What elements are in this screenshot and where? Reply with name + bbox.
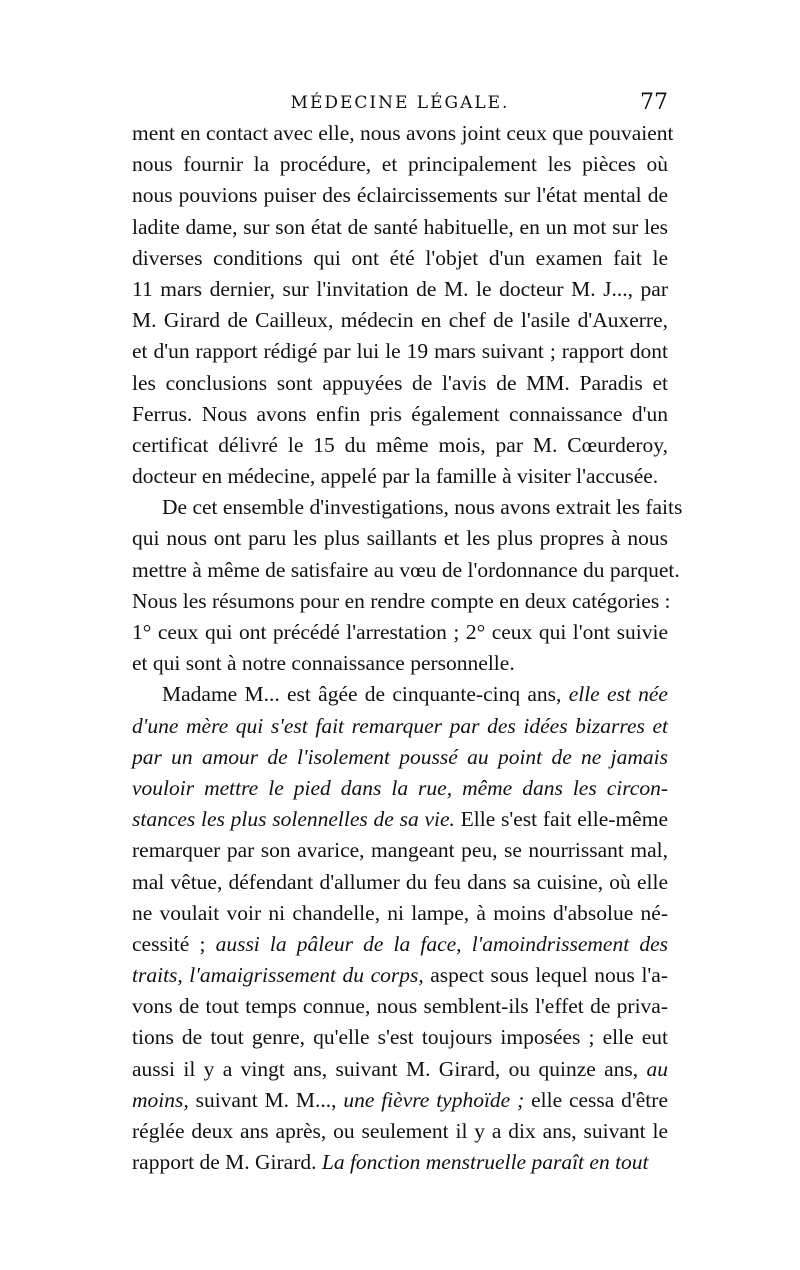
text-segment: Madame M... est âgée de cinquante-cinq ans,: [162, 682, 569, 707]
text-line: nous fournir la procédure, et principalement les pièces où: [132, 152, 668, 177]
text-line: [132, 711, 668, 742]
text-line: [132, 991, 668, 1022]
text-line: 11 mars dernier, sur l'invitation de M. le docteur M. J..., par: [132, 276, 668, 301]
text-line: [132, 742, 668, 773]
italic-text: aussi la pâleur de la face, l'amoindrissement des: [215, 931, 668, 956]
italic-text: vouloir mettre le pied dans la rue, même dans les circon-: [132, 775, 668, 800]
text-line: [132, 1116, 668, 1147]
italic-text: par un amour de l'isolement poussé au point de ne jamais: [132, 744, 668, 769]
text-line: docteur en médecine, appelé par la famille à visiter l'accusée.: [132, 464, 659, 489]
text-line: les conclusions sont appuyées de l'avis de MM. Paradis et: [132, 370, 668, 395]
italic-text: d'une mère qui s'est fait remarquer par des idées bizarres et: [132, 713, 668, 738]
text-line: [132, 1147, 668, 1178]
text-segment: Elle s'est fait elle-même: [454, 807, 668, 832]
text-line: Nous les résumons pour en rendre compte en deux catégories :: [132, 588, 671, 613]
page-number: 77: [640, 90, 668, 115]
text-line: [132, 929, 668, 960]
text-segment: vons de tout temps connue, nous semblent-ils l'effet de priva-: [132, 994, 668, 1019]
body-text: [132, 118, 683, 1178]
text-line: ment en contact avec elle, nous avons joint ceux que pouvaient: [132, 121, 674, 145]
text-line: diverses conditions qui ont été l'objet d'un examen fait le: [132, 245, 668, 270]
italic-text: La fonction menstruelle paraît en tout: [321, 1150, 649, 1175]
text-segment: rapport de M. Girard.: [132, 1150, 322, 1175]
text-segment: elle cessa d'être: [524, 1087, 668, 1112]
paragraph: [132, 492, 683, 679]
text-line: ladite dame, sur son état de santé habituelle, en un mot sur les: [132, 214, 668, 239]
text-segment: cessité ;: [132, 931, 216, 956]
text-line: [132, 1022, 668, 1053]
running-title: MÉDECINE LÉGALE.: [290, 93, 510, 113]
text-line: [132, 773, 668, 804]
text-line: [132, 1085, 668, 1116]
text-line: nous pouvions puiser des éclaircissements sur l'état mental de: [132, 183, 668, 208]
text-line: qui nous ont paru les plus saillants et les plus propres à nous: [132, 526, 668, 551]
italic-text: au: [646, 1056, 668, 1081]
text-segment: ne voulait voir ni chandelle, ni lampe, à moins d'absolue né-: [132, 900, 668, 925]
text-line: 1° ceux qui ont précédé l'arrestation ; 2° ceux qui l'ont suivie: [132, 620, 668, 644]
italic-text: moins,: [132, 1087, 189, 1112]
paragraph: [132, 118, 674, 492]
text-line: [132, 804, 668, 835]
text-line: [132, 867, 668, 898]
text-line: [132, 1054, 668, 1085]
text-segment: mal vêtue, défendant d'allumer du feu dans sa cuisine, où elle: [132, 869, 668, 894]
text-line: et qui sont à notre connaissance personnelle.: [132, 651, 515, 676]
text-segment: aspect sous lequel nous l'a-: [423, 963, 668, 988]
text-line: [132, 960, 668, 991]
paragraph: [132, 679, 668, 1178]
italic-text: elle est née: [568, 682, 668, 707]
text-segment: réglée deux ans après, ou seulement il y a dix ans, suivant le: [132, 1119, 668, 1143]
text-segment: aussi il y a vingt ans, suivant M. Girard, ou quinze ans,: [132, 1056, 647, 1081]
text-line: [132, 835, 668, 866]
text-segment: suivant M. M...,: [188, 1087, 344, 1112]
text-segment: tions de tout genre, qu'elle s'est toujours imposées ; elle eut: [132, 1025, 668, 1050]
text-line: mettre à même de satisfaire au vœu de l'ordonnance du parquet.: [132, 557, 680, 582]
italic-text: traits, l'amaigrissement du corps,: [132, 963, 424, 988]
text-line: Ferrus. Nous avons enfin pris également connaissance d'un: [132, 401, 668, 426]
italic-text: stances les plus solennelles de sa vie.: [132, 807, 455, 832]
text-segment: remarquer par son avarice, mangeant peu, se nourrissant mal,: [132, 838, 668, 863]
text-line: [132, 679, 668, 710]
running-header: [132, 88, 668, 118]
text-line: et d'un rapport rédigé par lui le 19 mars suivant ; rapport dont: [132, 339, 668, 364]
text-line: [132, 898, 668, 929]
text-line: M. Girard de Cailleux, médecin en chef de l'asile d'Auxerre,: [132, 308, 668, 333]
italic-text: une fièvre typhoïde ;: [343, 1087, 525, 1112]
text-line: certificat délivré le 15 du même mois, par M. Cœurderoy,: [132, 432, 668, 457]
text-line: De cet ensemble d'investigations, nous avons extrait les faits: [162, 495, 683, 520]
